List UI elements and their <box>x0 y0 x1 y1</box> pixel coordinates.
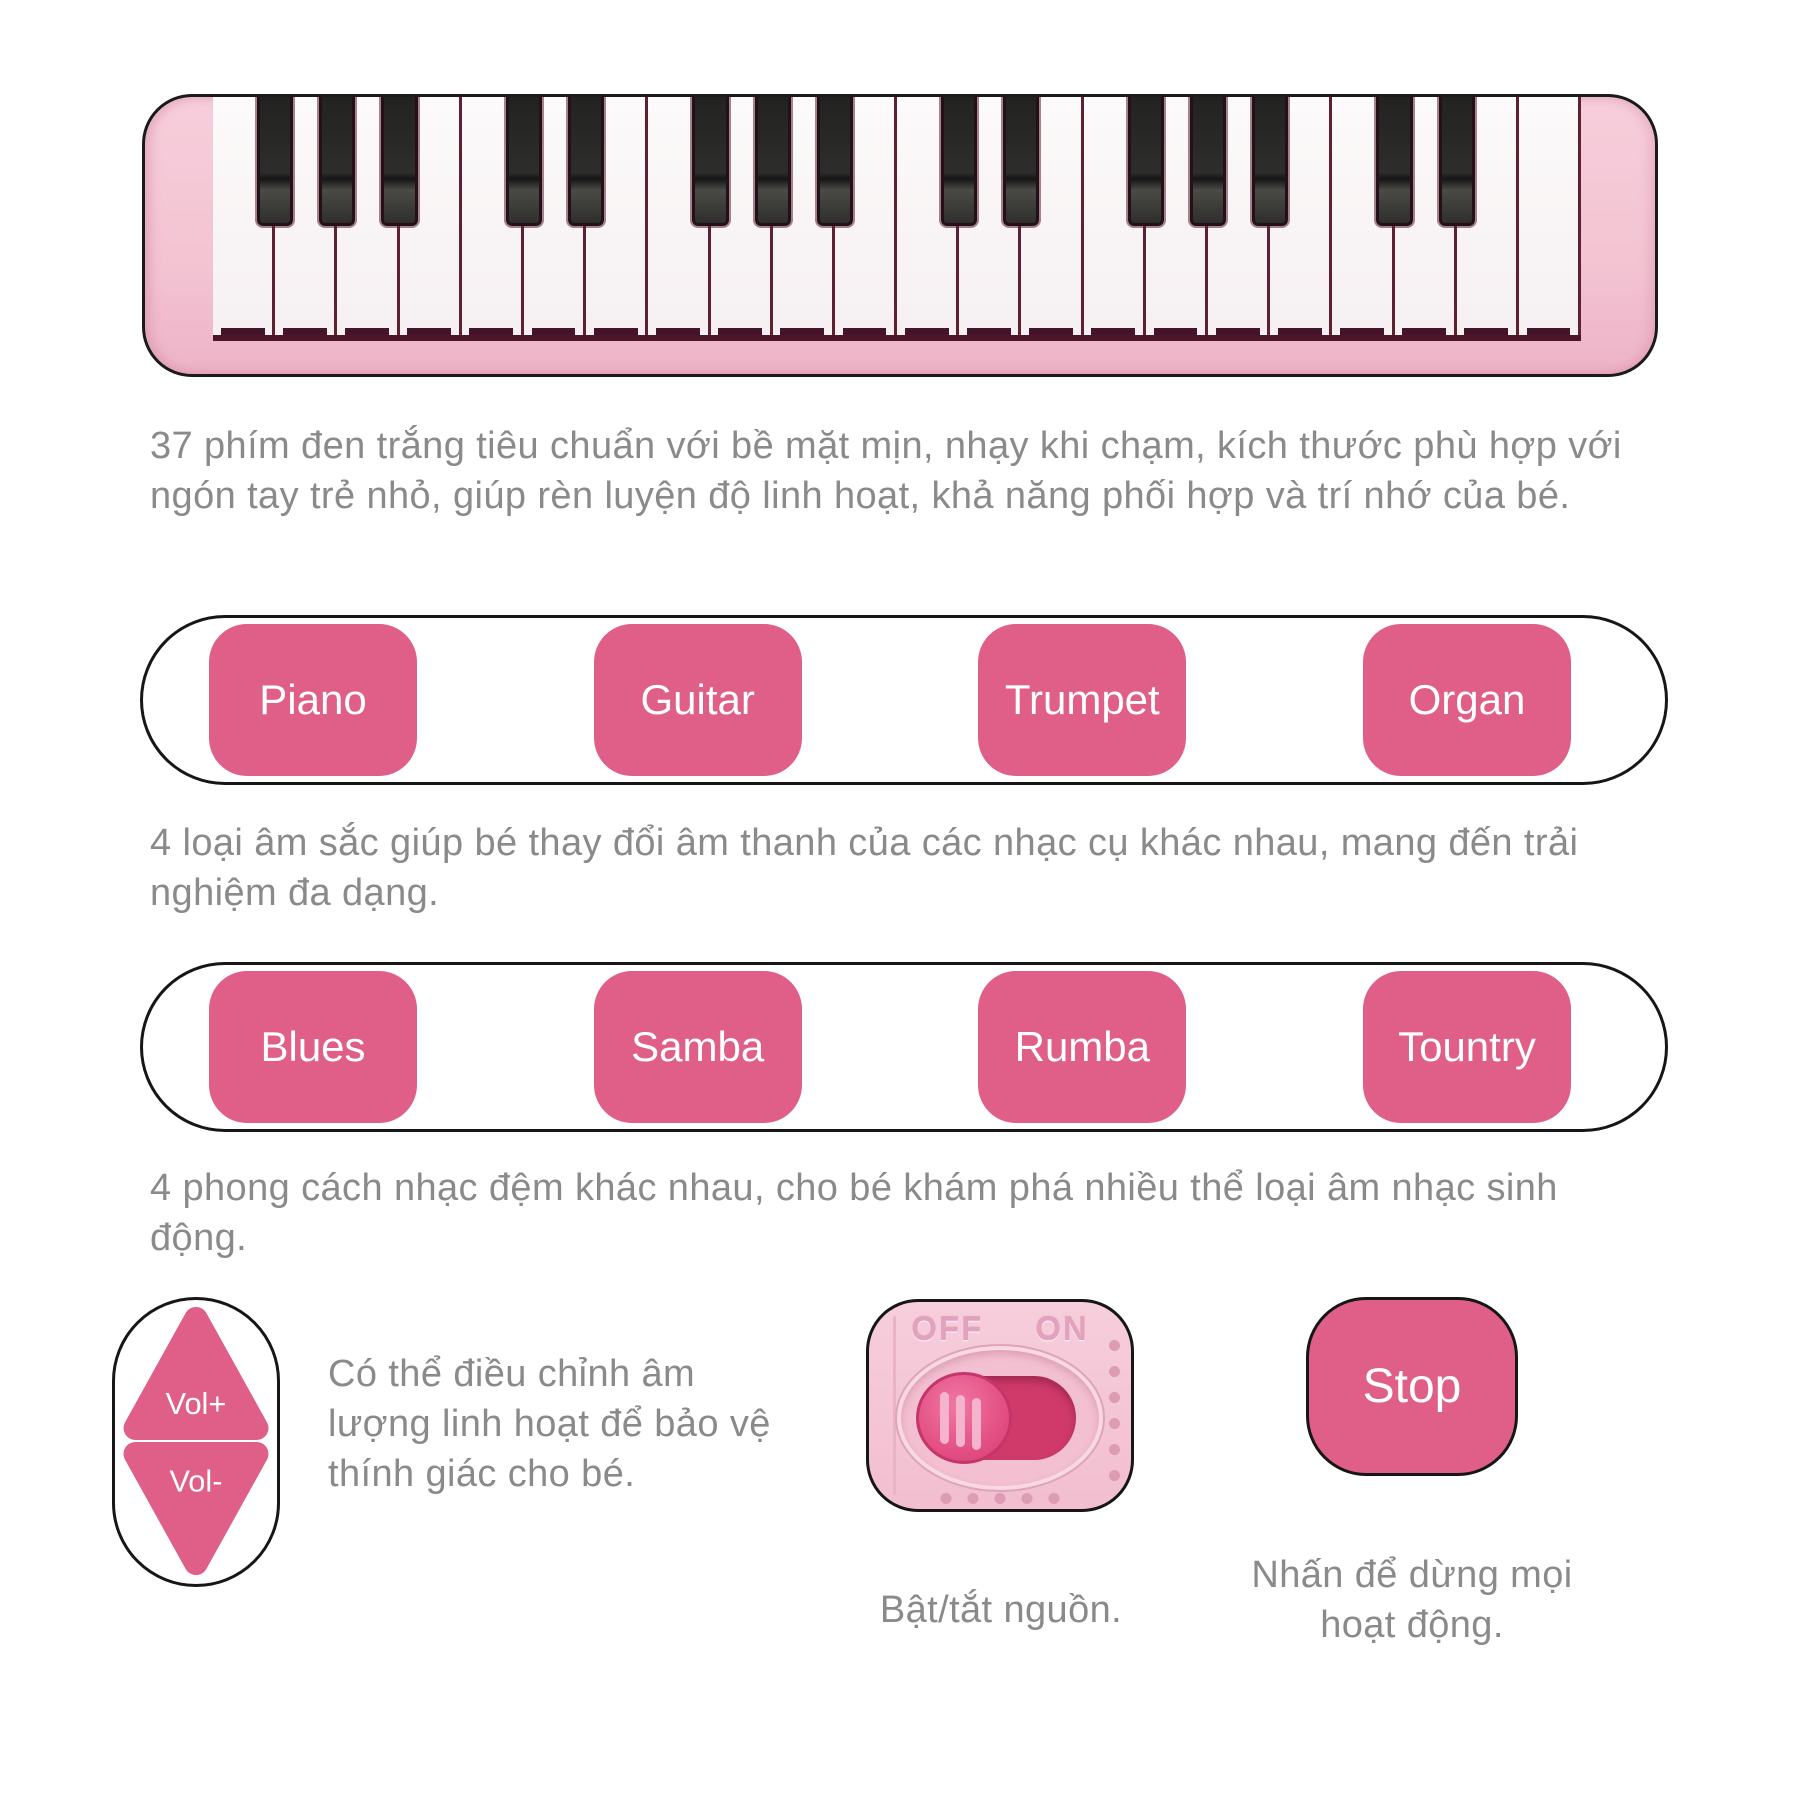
tone-buttons-row <box>140 615 1668 785</box>
black-key <box>941 97 977 226</box>
black-key <box>506 97 542 226</box>
vent-dot <box>995 1493 1006 1504</box>
volume-triangles <box>120 1303 272 1579</box>
keyboard-photo <box>142 94 1658 377</box>
switch-labels <box>869 1310 1131 1348</box>
volume-up-label: Vol+ <box>165 1386 227 1422</box>
black-key <box>381 97 417 226</box>
tones-paragraph: 4 loại âm sắc giúp bé thay đổi âm thanh của các nhạc cụ khác nhau, mang đến trải nghiệm đa dạng. <box>150 822 1579 914</box>
vent-dot <box>1109 1418 1120 1429</box>
switch-track <box>924 1376 1076 1460</box>
rhythm-button-blues[interactable]: Blues <box>209 971 417 1123</box>
black-key <box>1128 97 1164 226</box>
knob-ribs <box>940 1392 949 1444</box>
vent-dot <box>1109 1444 1120 1455</box>
tone-button-guitar[interactable]: Guitar <box>594 624 802 776</box>
switch-vent-right <box>1109 1340 1120 1481</box>
vent-dot <box>1109 1470 1120 1481</box>
black-key <box>1376 97 1412 226</box>
vent-dot <box>941 1493 952 1504</box>
black-key <box>257 97 293 226</box>
rhythm-button-rumba[interactable]: Rumba <box>978 971 1186 1123</box>
black-key <box>568 97 604 226</box>
vent-dot <box>1022 1493 1033 1504</box>
switch-vent-bottom <box>941 1493 1060 1504</box>
black-key <box>692 97 728 226</box>
volume-down-label: Vol- <box>169 1463 223 1499</box>
volume-caption: Có thể điều chỉnh âm lượng linh hoạt để bảo vệ thính giác cho bé. <box>328 1353 771 1495</box>
vent-dot <box>968 1493 979 1504</box>
vent-dot <box>1109 1366 1120 1377</box>
stop-caption: Nhấn để dừng mọi hoạt động. <box>1251 1554 1573 1646</box>
keys-paragraph: 37 phím đen trắng tiêu chuẩn với bề mặt mịn, nhạy khi chạm, kích thước phù hợp với ngón tay trẻ nhỏ, giúp rèn luyện độ linh hoạt, khả năng phối hợp và trí nhớ của bé. <box>150 425 1622 517</box>
vent-dot <box>1049 1493 1060 1504</box>
vent-dot <box>1109 1392 1120 1403</box>
black-key <box>319 97 355 226</box>
tone-button-organ[interactable]: Organ <box>1363 624 1571 776</box>
volume-control <box>112 1297 280 1587</box>
white-key <box>1519 97 1581 335</box>
power-switch-knob[interactable] <box>916 1372 1012 1464</box>
power-on-label: ON <box>1035 1310 1089 1347</box>
keys-area <box>213 97 1581 341</box>
black-key <box>1252 97 1288 226</box>
vent-dot <box>1109 1340 1120 1351</box>
black-key <box>1190 97 1226 226</box>
black-key <box>1003 97 1039 226</box>
stop-button[interactable] <box>1306 1297 1518 1476</box>
black-key <box>1439 97 1475 226</box>
rhythm-button-tountry[interactable]: Tountry <box>1363 971 1571 1123</box>
switch-recess <box>897 1346 1103 1490</box>
tone-button-piano[interactable]: Piano <box>209 624 417 776</box>
power-caption: Bật/tắt nguồn. <box>879 1589 1123 1631</box>
rhythm-button-samba[interactable]: Samba <box>594 971 802 1123</box>
power-off-label: OFF <box>911 1310 984 1347</box>
power-switch-photo <box>866 1299 1134 1512</box>
black-key <box>817 97 853 226</box>
stop-button-label: Stop <box>1362 1360 1462 1413</box>
rhythms-paragraph: 4 phong cách nhạc đệm khác nhau, cho bé khám phá nhiều thể loại âm nhạc sinh động. <box>150 1167 1558 1259</box>
black-key <box>755 97 791 226</box>
tone-button-trumpet[interactable]: Trumpet <box>978 624 1186 776</box>
rhythm-buttons-row <box>140 962 1668 1132</box>
